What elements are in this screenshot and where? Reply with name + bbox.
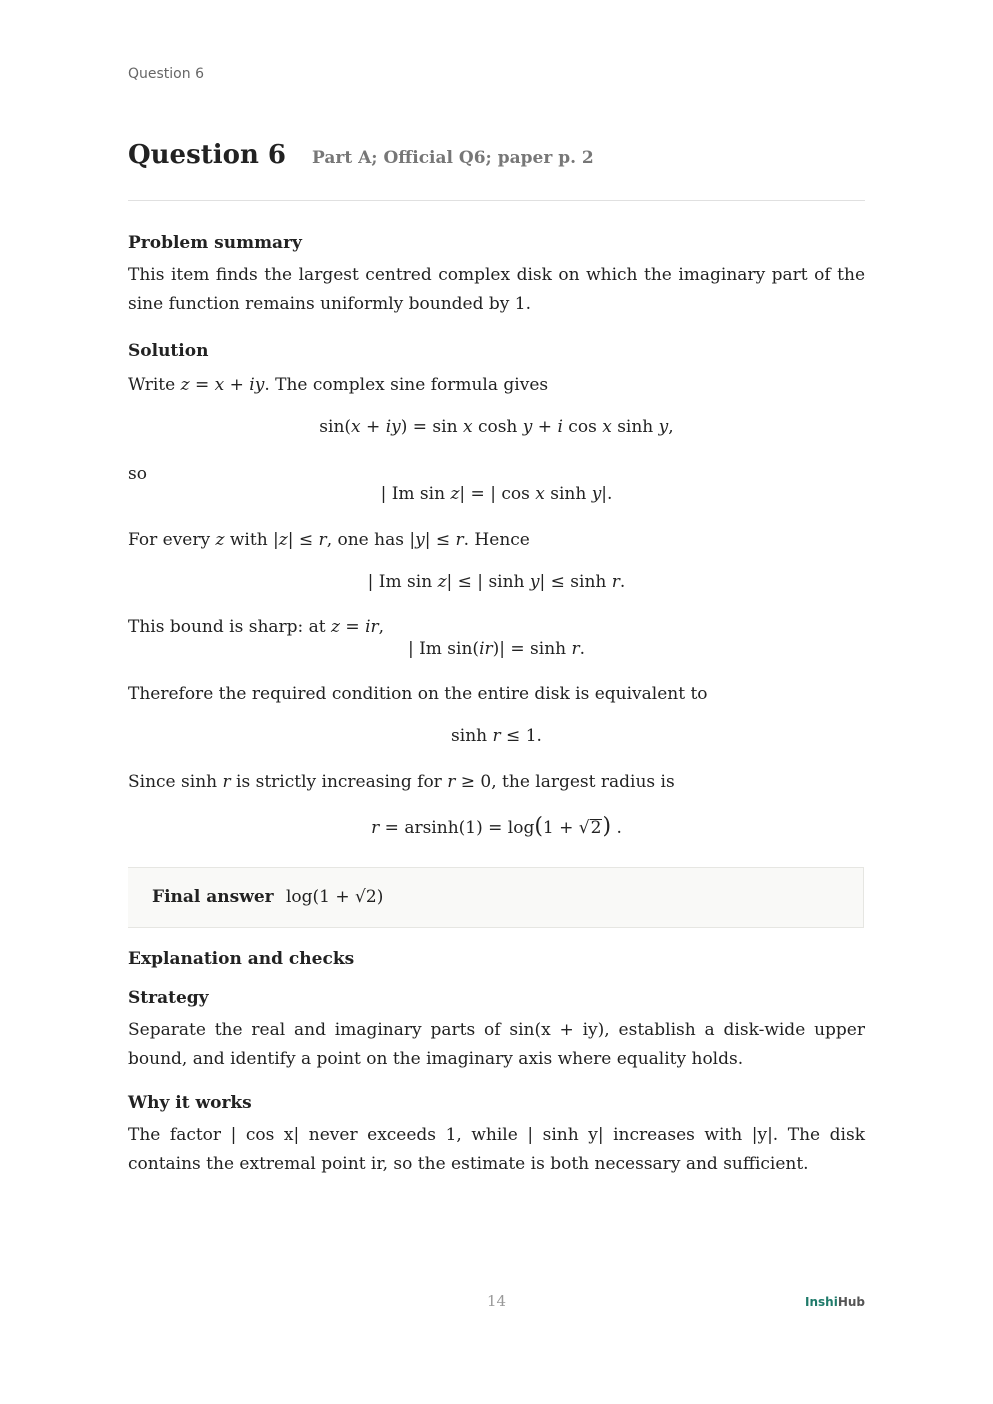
hence-text: . Hence xyxy=(463,530,530,550)
solution-heading: Solution xyxy=(128,341,209,361)
title-divider xyxy=(128,200,865,201)
title-row xyxy=(128,140,594,170)
equation-bound: | Im sin z| ≤ | sinh y| ≤ sinh r. xyxy=(367,572,626,592)
why-text: The factor | cos x| never exceeds 1, while | sinh y| increases with |y|. The disk contains the extremal point ir, so the estimate is both necessary and sufficient. xyxy=(128,1125,865,1174)
equation-im-sin: | Im sin z| = | cos x sinh y|. xyxy=(380,484,613,504)
equation-condition: sinh r ≤ 1. xyxy=(451,726,542,746)
equation-sharp: | Im sin(ir)| = sinh r. xyxy=(407,639,586,659)
since-line: Since sinh r is strictly increasing for r ≥ 0, the largest radius is xyxy=(128,772,675,792)
since-mid-text: is strictly increasing for xyxy=(236,772,442,792)
sharp-line: This bound is sharp: at z = ir, xyxy=(128,617,385,637)
why-heading: Why it works xyxy=(128,1093,252,1113)
equation-radius: r = arsinh(1) = log(1 + √2) . xyxy=(371,814,622,839)
page-title: Question 6 xyxy=(128,140,287,170)
so-word: so xyxy=(128,464,147,484)
brand-name-accent: Inshi xyxy=(805,1295,838,1309)
strategy-text: Separate the real and imaginary parts of sin(x + iy), establish a disk-wide upper bound, and identify a point on the imaginary axis where equality holds. xyxy=(128,1020,865,1069)
therefore-text: Therefore the required condition on the entire disk is equivalent to xyxy=(128,684,708,704)
with-word: with xyxy=(229,530,268,550)
explanation-heading: Explanation and checks xyxy=(128,949,355,969)
final-answer-value: log(1 + √2) xyxy=(286,887,384,907)
solution-intro-line: Write z = x + iy. The complex sine formula gives xyxy=(128,375,549,395)
since-word: Since xyxy=(128,772,176,792)
strategy-heading: Strategy xyxy=(128,988,209,1008)
running-head: Question 6 xyxy=(128,66,204,82)
solution-intro: The complex sine formula gives xyxy=(275,375,549,395)
since-end-text: , the largest radius is xyxy=(491,772,675,792)
final-answer-label: Final answer xyxy=(152,887,274,907)
for-every-word: For every xyxy=(128,530,211,550)
brand-logo xyxy=(805,1295,865,1309)
page-subtitle: Part A; Official Q6; paper p. 2 xyxy=(312,148,594,168)
brand-name-rest: Hub xyxy=(837,1295,865,1309)
write-word: Write xyxy=(128,375,176,395)
page-number: 14 xyxy=(486,1292,507,1310)
problem-summary-text: This item finds the largest centred complex disk on which the imaginary part of the sine function remains uniformly bounded by 1. xyxy=(128,265,865,314)
final-answer-box xyxy=(128,867,864,928)
sharp-text: This bound is sharp: at xyxy=(128,617,326,637)
one-has-text: , one has xyxy=(326,530,404,550)
for-every-line: For every z with |z| ≤ r, one has |y| ≤ r. Hence xyxy=(128,530,530,550)
equation-sine-expansion: sin(x + iy) = sin x cosh y + i cos x sinh y, xyxy=(319,417,674,437)
problem-summary-heading: Problem summary xyxy=(128,233,302,253)
